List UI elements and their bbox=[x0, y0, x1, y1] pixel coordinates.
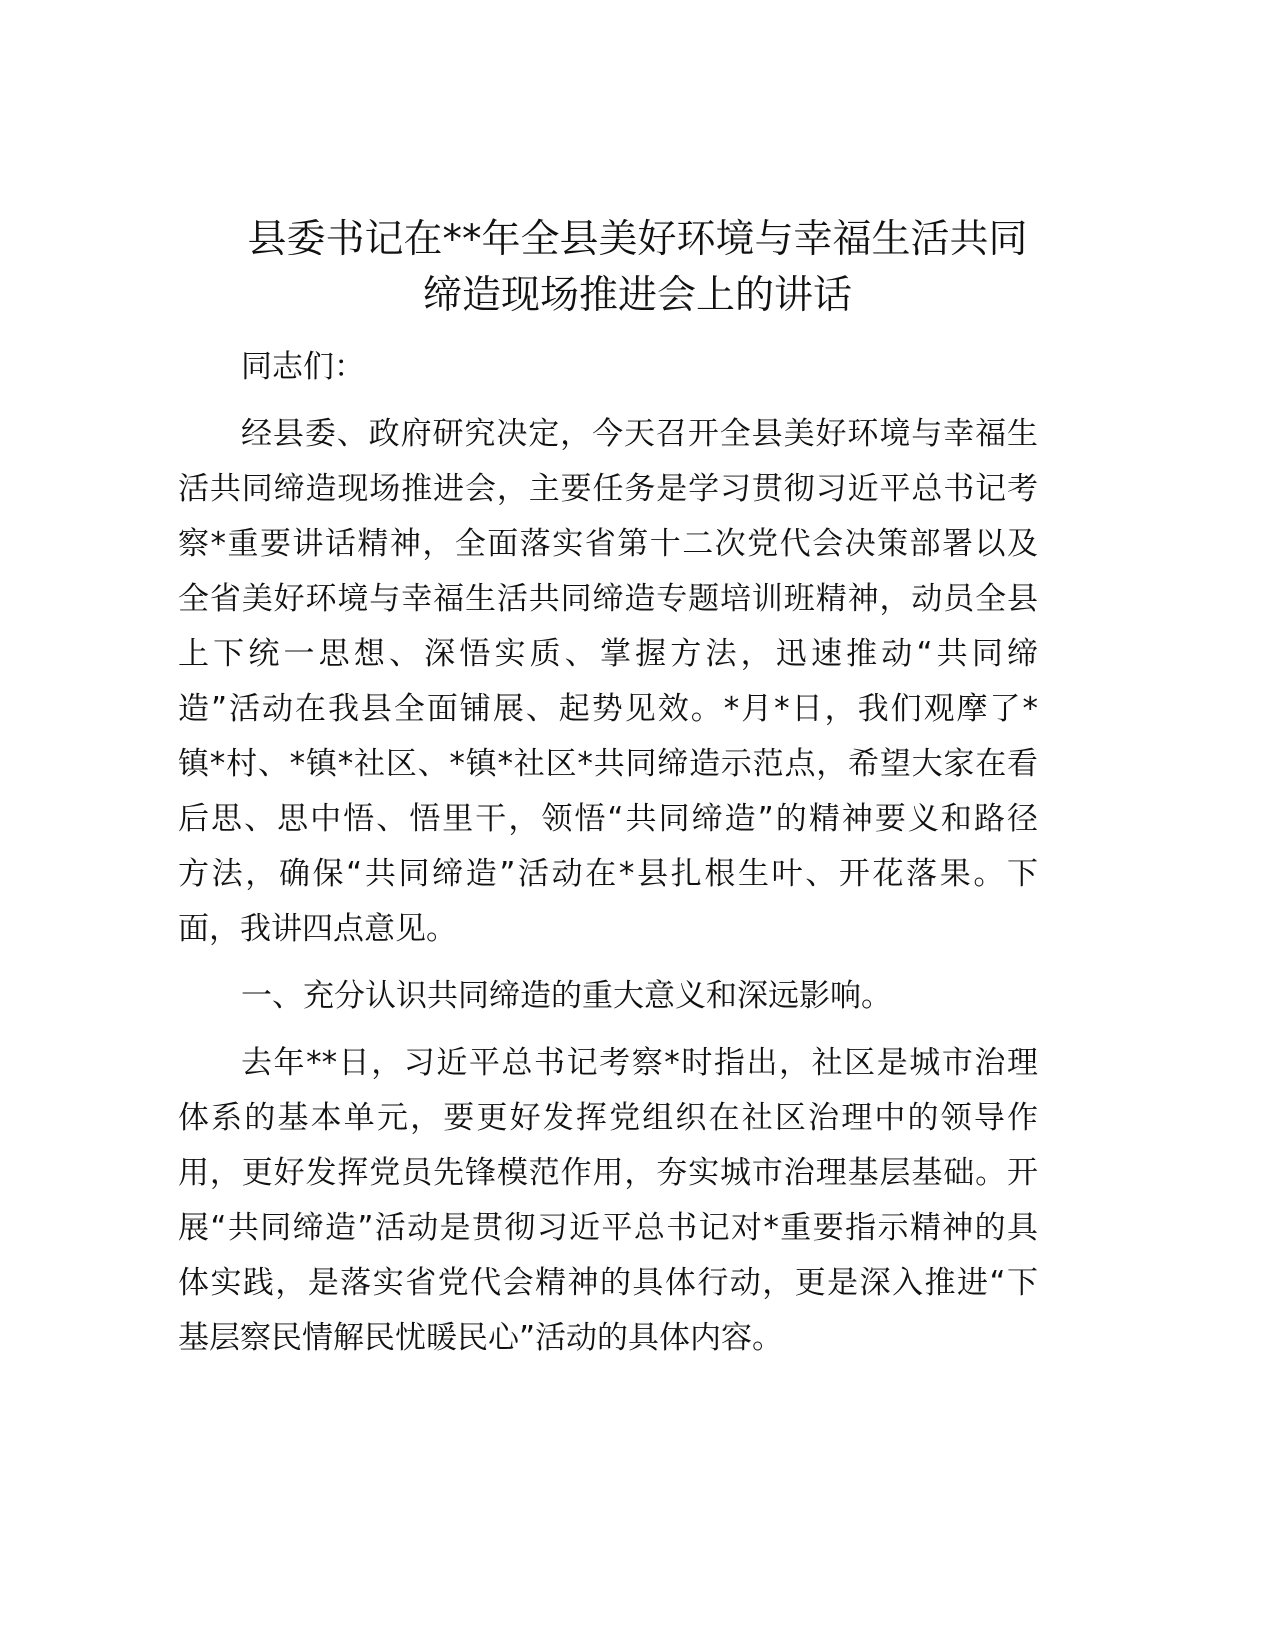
paragraph-line: 经县委、政府研究决定，今天召开全县美好环境与幸福生 bbox=[241, 416, 1038, 452]
paragraph-gap bbox=[178, 395, 1038, 407]
paragraph-line: 活共同缔造现场推进会，主要任务是学习贯彻习近平总书记考 bbox=[178, 471, 1038, 507]
paragraph-line: 用，更好发挥党员先锋模范作用，夯实城市治理基层基础。开 bbox=[178, 1155, 1038, 1191]
paragraph-line: 面，我讲四点意见。 bbox=[178, 911, 457, 947]
paragraph-line: 镇*村、*镇*社区、*镇*社区*共同缔造示范点，希望大家在看 bbox=[178, 746, 1038, 782]
paragraph-intro bbox=[178, 407, 1038, 957]
paragraph-line: 体实践，是落实省党代会精神的具体行动，更是深入推进“下 bbox=[178, 1265, 1038, 1301]
paragraph-line: 察*重要讲话精神，全面落实省第十二次党代会决策部署以及 bbox=[178, 526, 1038, 562]
title-line-2: 缔造现场推进会上的讲话 bbox=[422, 273, 852, 318]
salutation: 同志们： bbox=[241, 349, 365, 385]
paragraph-section-1 bbox=[178, 1036, 1038, 1366]
section-heading: 一、充分认识共同缔造的重大意义和深远影响。 bbox=[241, 978, 892, 1014]
paragraph-line: 体系的基本单元，要更好发挥党组织在社区治理中的领导作 bbox=[178, 1100, 1038, 1136]
document-title bbox=[150, 212, 1125, 324]
paragraph-line: 方法，确保“共同缔造”活动在*县扎根生叶、开花落果。下 bbox=[178, 856, 1038, 892]
paragraph-line: 全省美好环境与幸福生活共同缔造专题培训班精神，动员全县 bbox=[178, 581, 1038, 617]
title-line-1: 县委书记在**年全县美好环境与幸福生活共同 bbox=[247, 217, 1028, 262]
paragraph-gap bbox=[178, 1024, 1038, 1036]
document-body bbox=[178, 340, 1038, 1366]
paragraph-gap bbox=[178, 957, 1038, 969]
paragraph-line: 后思、思中悟、悟里干，领悟“共同缔造”的精神要义和路径 bbox=[178, 801, 1038, 837]
paragraph-line: 基层察民情解民忧暖民心”活动的具体内容。 bbox=[178, 1320, 784, 1356]
paragraph-line: 去年**日，习近平总书记考察*时指出，社区是城市治理 bbox=[241, 1045, 1038, 1081]
paragraph-line: 展“共同缔造”活动是贯彻习近平总书记对*重要指示精神的具 bbox=[178, 1210, 1038, 1246]
paragraph-line: 造”活动在我县全面铺展、起势见效。*月*日，我们观摩了* bbox=[178, 691, 1038, 727]
paragraph-line: 上下统一思想、深悟实质、掌握方法，迅速推动“共同缔 bbox=[178, 636, 1038, 672]
